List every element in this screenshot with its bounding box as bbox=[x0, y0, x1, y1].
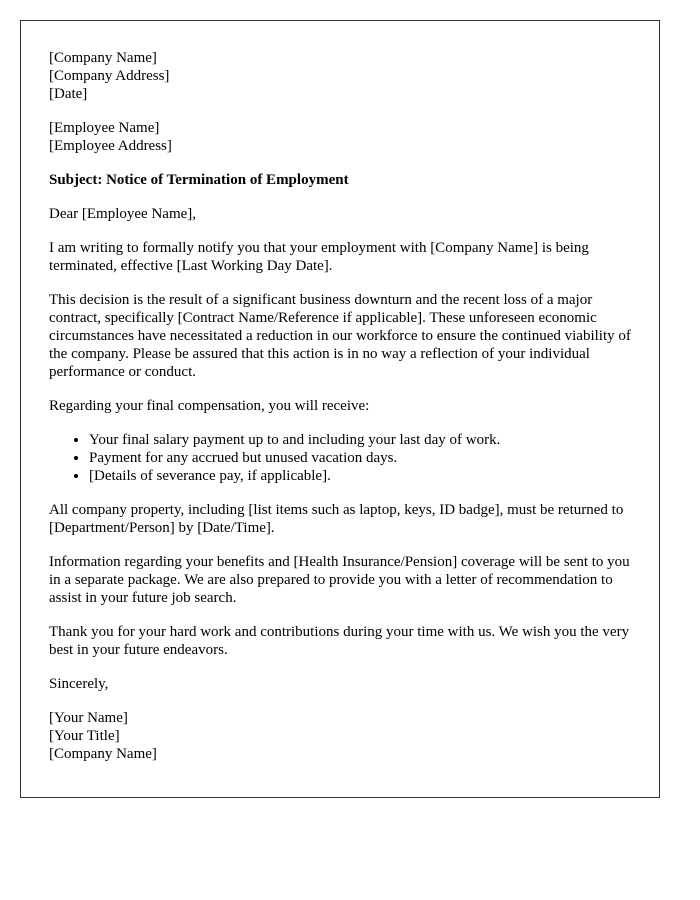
signature-company: [Company Name] bbox=[49, 746, 157, 762]
letter-page bbox=[20, 20, 660, 798]
recipient-block bbox=[49, 119, 631, 155]
paragraph-notice: I am writing to formally notify you that your employment with [Company Name] is being terminated, effective [Last Working Day Date]. bbox=[49, 240, 589, 274]
list-item: • Your final salary payment up to and including your last day of work. bbox=[89, 431, 631, 449]
paragraph-reason: This decision is the result of a significant business downturn and the recent loss of a major contract, specifically [Contract Name/Reference if applicable]. These unforeseen economic circumstances have necessitated a reduction in our workforce to ensure the continued viability of the company. Please be assured that this action is in no way a reflection of your individual performance or conduct. bbox=[49, 292, 631, 380]
recipient-name: [Employee Name] bbox=[49, 120, 160, 136]
paragraph-compensation-intro: Regarding your final compensation, you will receive: bbox=[49, 398, 370, 414]
list-item: • Payment for any accrued but unused vacation days. bbox=[89, 449, 631, 467]
paragraph-property: All company property, including [list items such as laptop, keys, ID badge], must be returned to [Department/Person] by [Date/Time]. bbox=[49, 502, 624, 536]
closing: Sincerely, bbox=[49, 676, 109, 692]
paragraph-benefits: Information regarding your benefits and [Health Insurance/Pension] coverage will be sent to you in a separate package. We are also prepared to provide you with a letter of recommendation to assist in your future job search. bbox=[49, 554, 630, 606]
letter-date: [Date] bbox=[49, 86, 88, 102]
sender-block bbox=[49, 49, 631, 103]
compensation-list bbox=[49, 431, 631, 485]
salutation: Dear [Employee Name], bbox=[49, 206, 197, 222]
subject-line: Subject: Notice of Termination of Employment bbox=[49, 172, 349, 188]
signature-title: [Your Title] bbox=[49, 728, 120, 744]
recipient-address: [Employee Address] bbox=[49, 138, 172, 154]
list-item: • [Details of severance pay, if applicable]. bbox=[89, 467, 631, 485]
paragraph-thanks: Thank you for your hard work and contributions during your time with us. We wish you the very best in your future endeavors. bbox=[49, 624, 630, 658]
signature-name: [Your Name] bbox=[49, 710, 128, 726]
sender-company-address: [Company Address] bbox=[49, 68, 170, 84]
signature-block bbox=[49, 709, 631, 763]
sender-company-name: [Company Name] bbox=[49, 50, 157, 66]
